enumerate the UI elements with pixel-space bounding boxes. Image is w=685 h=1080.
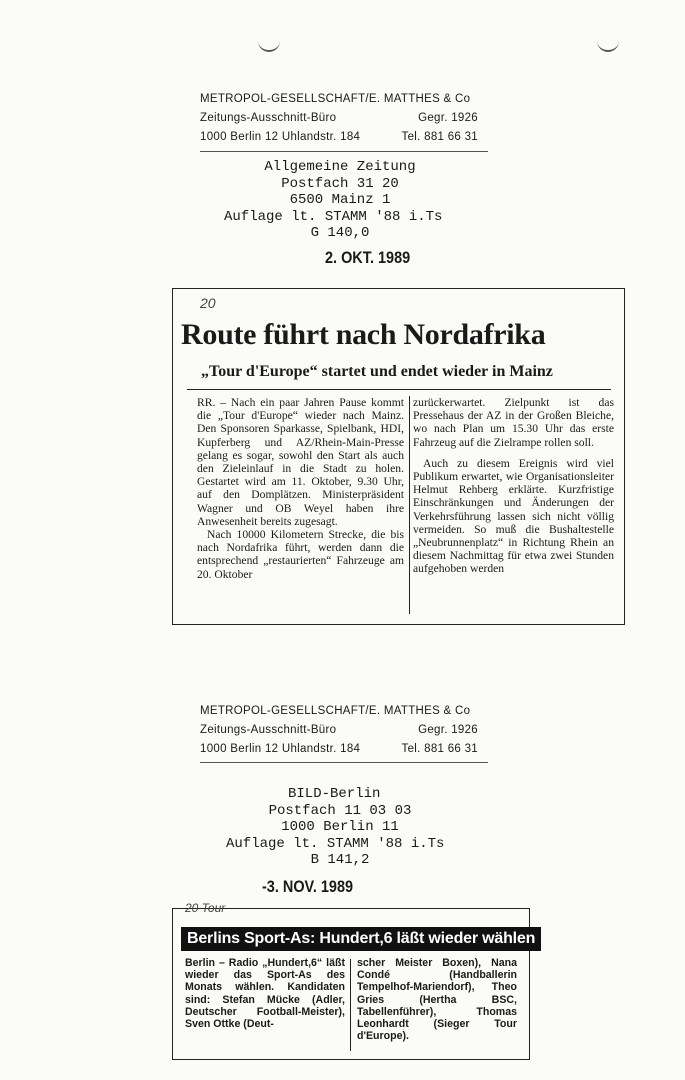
stamp-rule <box>200 762 488 763</box>
article-paragraph: Nach 10000 Kilometern Strecke, die bis nach Nordafrika führt, werden dann die entsprechend „restaurierten“ Fahrzeuge am 20. Oktober <box>197 528 404 581</box>
source-line: Postfach 31 20 <box>281 175 399 192</box>
handwritten-note-2: 20 Tour <box>185 901 226 915</box>
stamp-phone: Tel. 881 66 31 <box>401 743 478 755</box>
column-rule <box>350 959 351 1051</box>
date-stamp-1: 2. OKT. 1989 <box>325 248 411 267</box>
source-line: Auflage lt. STAMM '88 i.Ts <box>224 208 443 225</box>
stamp-founded: Gegr. 1926 <box>418 112 478 124</box>
column-rule <box>409 396 410 614</box>
article-paragraph: RR. – Nach ein paar Jahren Pause kommt die „Tour d'Europe“ wieder nach Mainz. Den Sponsoren Sparkasse, Spielbank, HDI, Kupferberg und AZ/Rhein-Main-Presse gelang es sogar, sowohl den Start als auch den Zieleinlauf in die Stadt zu holen. Gestartet wird am 11. Oktober, 9.30 Uhr, auf den Domplätzen. Ministerpräsident Wagner und OB Weyel haben ihre Anwesenheit bereits zugesagt. <box>197 396 404 528</box>
headline-rule <box>187 389 611 390</box>
source-line: 6500 Mainz 1 <box>289 192 391 208</box>
article-paragraph: Auch zu diesem Ereignis wird viel Publikum erwartet, wie Organisationsleiter Helmut Rehberg erklärte. Kurzfristige Einschränkungen und Änderungen der Verkehrsführung lassen sich nicht völlig vermeiden. So muß die Bushaltestelle „Neubrunnenplatz“ in Richtung Rhein an diesem Nachmittag für etwa zwei Stunden aufgehoben werden <box>413 456 614 576</box>
article-subheadline: „Tour d'Europe“ startet und endet wieder in Mainz <box>201 363 553 380</box>
article-clipping-2 <box>172 901 536 1060</box>
stamp-address: 1000 Berlin 12 Uhlandstr. 184 <box>200 131 361 143</box>
date-stamp-2: -3. NOV. 1989 <box>262 877 354 896</box>
stamp-office: Zeitungs-Ausschnitt-Büro <box>200 724 337 736</box>
agency-stamp-1 <box>200 91 478 151</box>
stamp-rule <box>200 151 488 152</box>
handwritten-note-1: 20 <box>200 295 216 311</box>
article-column-1: Berlin – Radio „Hundert,6“ läßt wieder das Sport-As des Monats wählen. Kandidaten sind: Stefan Mücke (Adler, Deutscher Football-Meister), Sven Ottke (Deut- <box>185 957 345 1031</box>
stamp-address: 1000 Berlin 12 Uhlandstr. 184 <box>200 743 361 755</box>
punch-hole-left <box>258 40 280 52</box>
source-line: Postfach 11 03 03 <box>268 802 412 819</box>
article-column-2 <box>413 396 614 576</box>
source-line: G 140,0 <box>310 225 370 241</box>
clip-top-edge <box>173 288 625 289</box>
article-column-1 <box>197 396 404 581</box>
stamp-office: Zeitungs-Ausschnitt-Büro <box>200 112 337 124</box>
article-clipping-1 <box>172 288 625 625</box>
article-column-2: scher Meister Boxen), Nana Condé (Handballerin Tempelhof-Mariendorf), Theo Gries (Hertha BSC, Tabellenführer), Thomas Leonhardt (Sieger Tour d'Europe). <box>357 957 517 1043</box>
agency-stamp-2 <box>200 703 478 763</box>
source-block-1 <box>200 159 480 242</box>
source-line: B 141,2 <box>310 852 370 868</box>
article-headline-banner: Berlins Sport-As: Hundert,6 läßt wieder wählen <box>181 927 541 951</box>
source-line: Allgemeine Zeitung <box>264 159 416 175</box>
source-line: 1000 Berlin 11 <box>281 819 399 835</box>
stamp-founded: Gegr. 1926 <box>418 724 478 736</box>
stamp-company: METROPOL-GESELLSCHAFT/E. MATTHES & Co <box>200 93 471 105</box>
clip-right-edge <box>624 288 625 624</box>
article-paragraph: zurückerwartet. Zielpunkt ist das Pressehaus der AZ in der Großen Bleiche, wo nach Plan um 15.30 Uhr das erste Fahrzeug auf die Zielrampe rollen soll. <box>413 396 614 449</box>
source-line: BILD-Berlin <box>288 786 381 802</box>
article-headline: Route führt nach Nordafrika <box>181 318 546 351</box>
stamp-phone: Tel. 881 66 31 <box>401 131 478 143</box>
punch-hole-right <box>597 40 619 52</box>
stamp-company: METROPOL-GESELLSCHAFT/E. MATTHES & Co <box>200 705 471 717</box>
source-line: Auflage lt. STAMM '88 i.Ts <box>226 835 445 852</box>
source-block-2 <box>200 786 480 869</box>
